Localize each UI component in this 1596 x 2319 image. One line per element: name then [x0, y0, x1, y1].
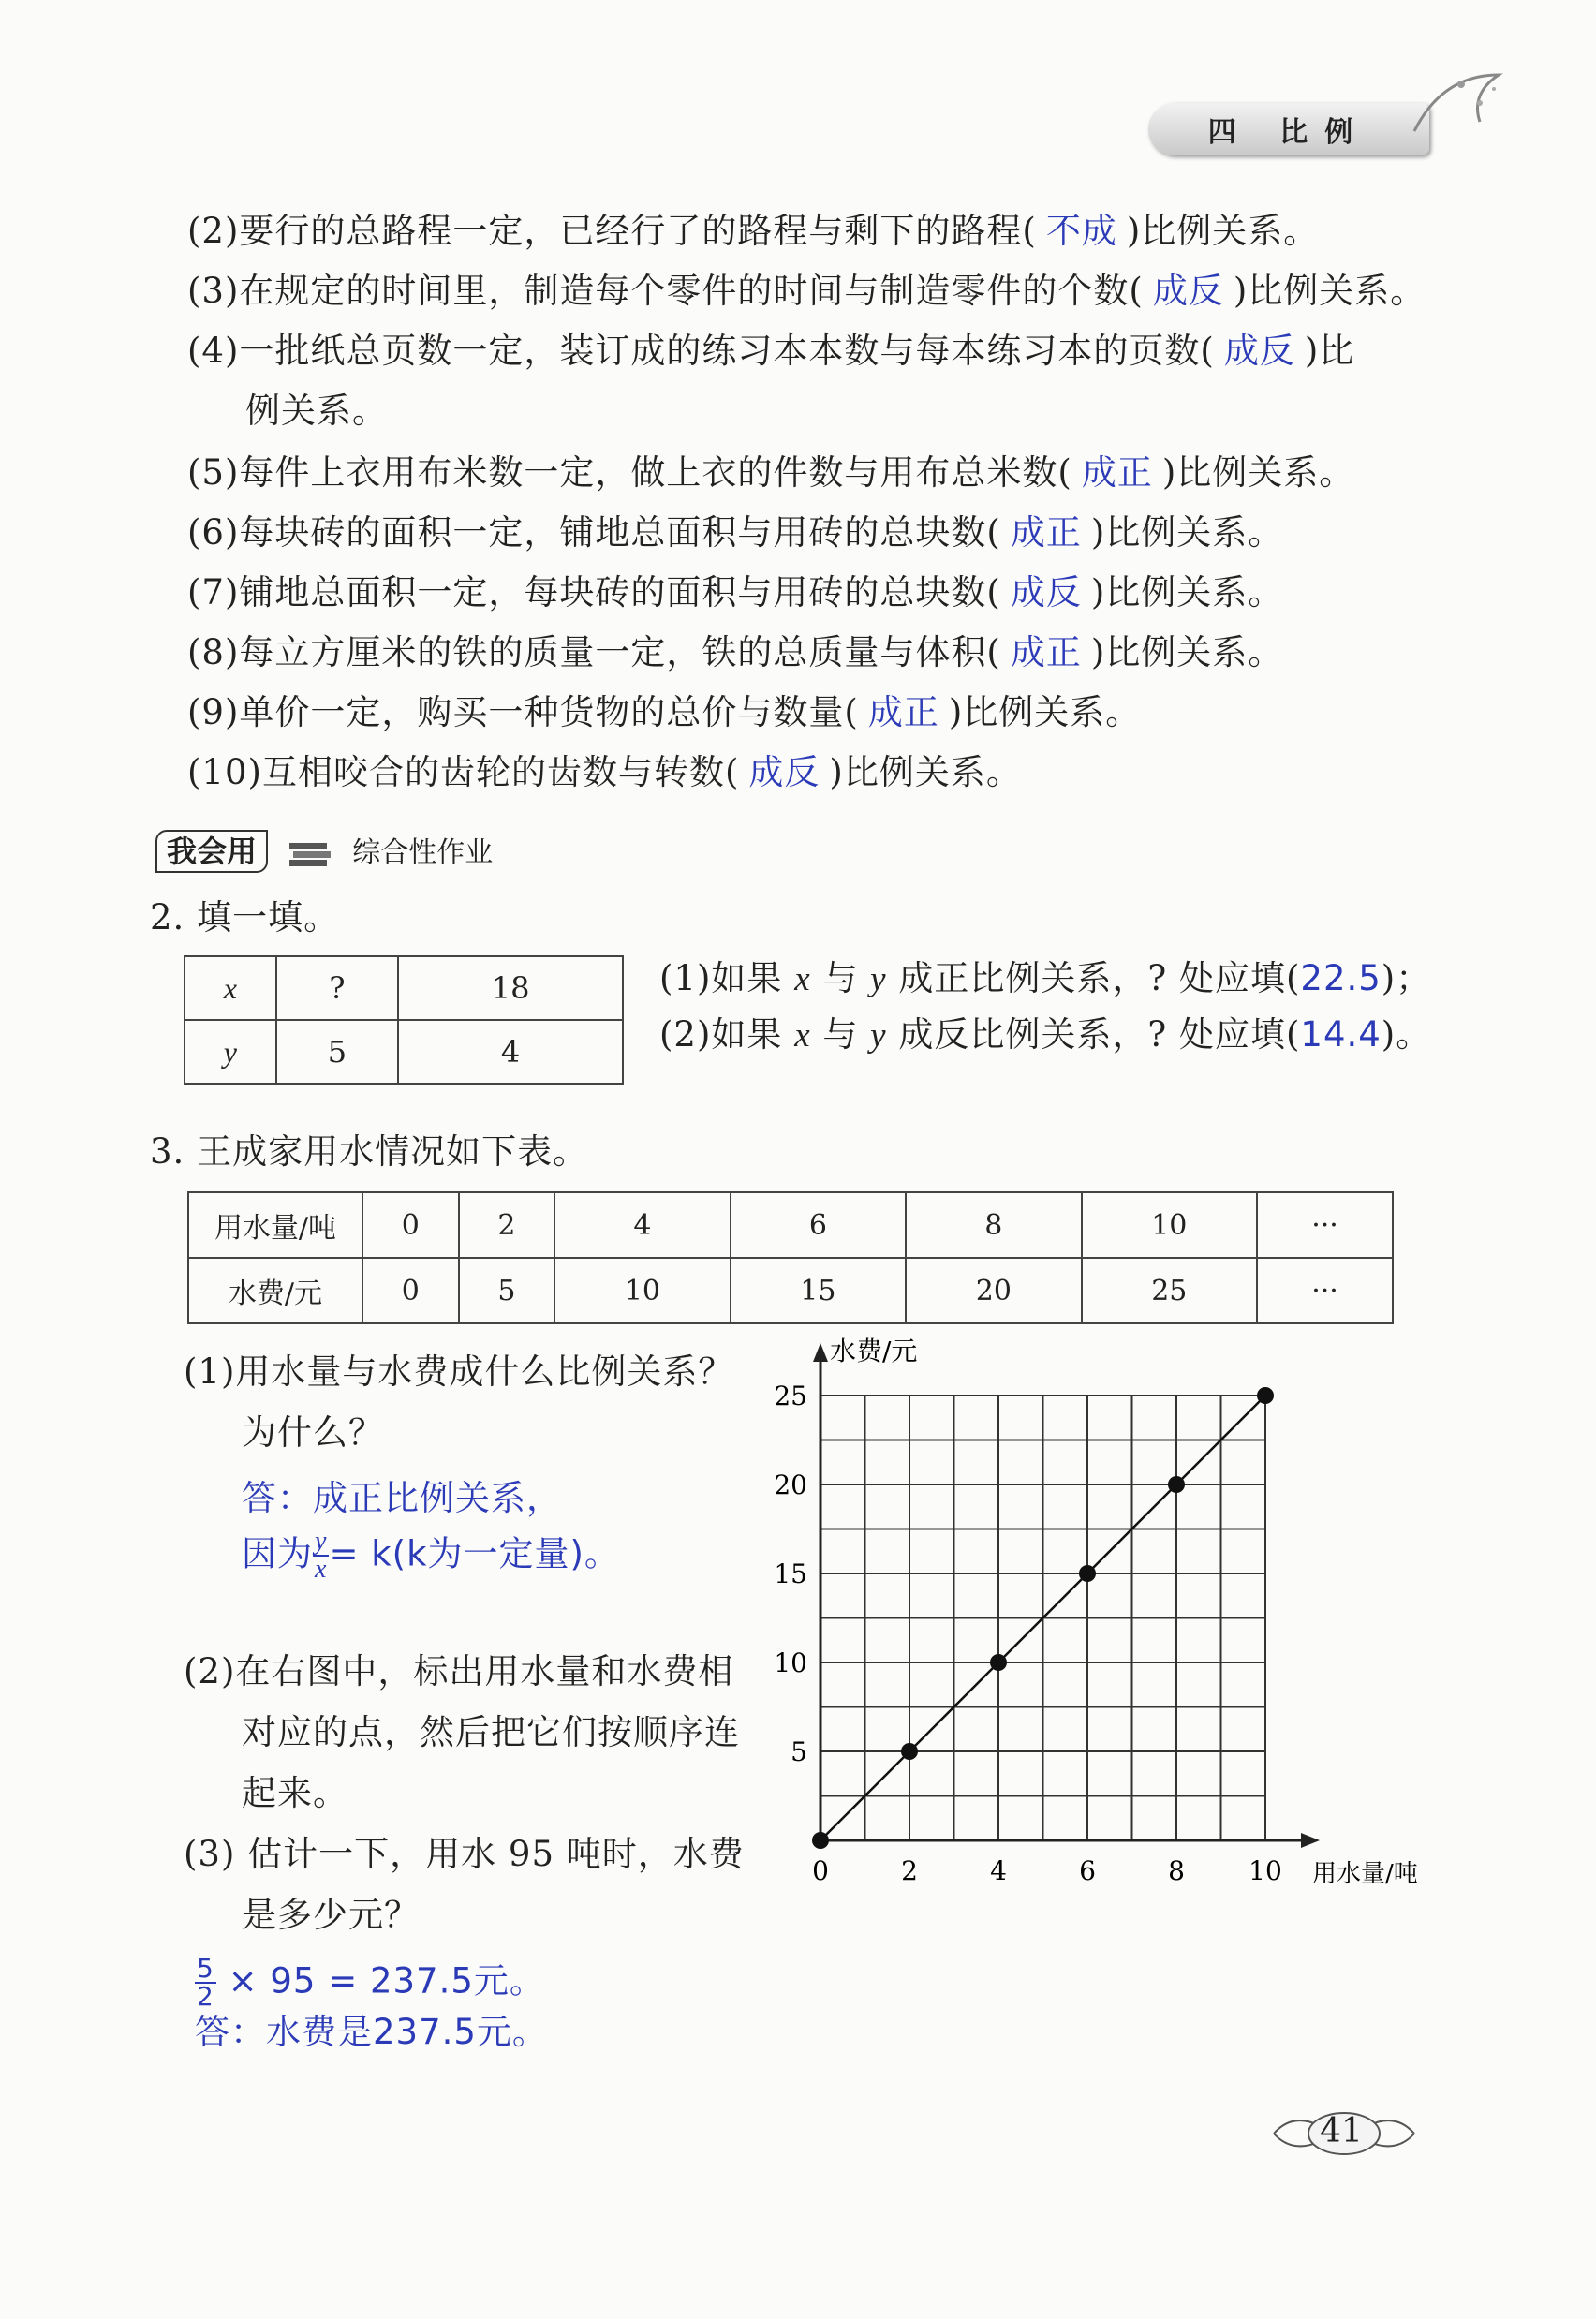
q3-table [187, 1191, 1394, 1324]
y-axis-arrow-icon [813, 1343, 828, 1362]
q2-p1-post: 成正比例关系，? 处应填( [898, 958, 1301, 998]
q1-line-answer: 成反 [1152, 271, 1224, 311]
q1-line-post: )比例关系。 [1090, 572, 1284, 613]
q3-sub2-line2: 对应的点，然后把它们按顺序连 [242, 1712, 740, 1752]
x-tick-label: 6 [1079, 1855, 1096, 1886]
q3-sub3-answer: 答：水费是237.5元。 [195, 2012, 548, 2052]
q1-line [245, 388, 388, 435]
q1-line-post: )比 [1304, 331, 1355, 371]
q1-line-answer: 成正 [1010, 632, 1082, 672]
q1-line-post: )比例关系。 [948, 692, 1142, 732]
q1-line [187, 328, 1354, 375]
x-tick-label: 2 [901, 1855, 918, 1886]
q3-cell: 0 [362, 1258, 459, 1323]
q2-cell: 18 [398, 956, 623, 1020]
q1-line-pre: (9)单价一定，购买一种货物的总价与数量( [187, 692, 859, 732]
q2-p1-x: x [794, 960, 811, 998]
q3-sub1-answer-pre: 因为 [242, 1533, 313, 1574]
q3-sub1-question-line2: 为什么？ [242, 1412, 384, 1453]
y-axis-label: 水费/元 [830, 1336, 918, 1366]
q3-cell: ··· [1257, 1258, 1393, 1323]
q3-sub3-calc [195, 1953, 545, 2012]
q1-line-pre: 例关系。 [245, 391, 388, 431]
q2-cell: y [185, 1020, 276, 1084]
q3-cell: 5 [459, 1258, 555, 1323]
x-axis-arrow-icon [1301, 1833, 1320, 1848]
data-point [990, 1654, 1007, 1671]
q3-row-label: 用水量/吨 [188, 1192, 362, 1258]
q3-sub2-line1: (2)在右图中，标出用水量和水费相 [184, 1651, 734, 1691]
x-tick-label: 0 [812, 1855, 829, 1886]
y-tick-label: 5 [791, 1736, 807, 1767]
q3-cell: 0 [362, 1192, 459, 1258]
q1-line [187, 689, 1141, 736]
x-tick-label: 4 [990, 1855, 1007, 1886]
q1-line-post: )比例关系。 [1090, 512, 1284, 553]
q1-line-answer: 成反 [1223, 331, 1295, 371]
q3-sub1-answer-post: = k(k为一定量)。 [329, 1533, 620, 1574]
fraction-denominator: 2 [197, 1981, 214, 2012]
q3-cell: 25 [1082, 1258, 1257, 1323]
water-fee-chart [749, 1330, 1470, 1911]
q2-p2-x: x [794, 1016, 811, 1055]
q1-line-pre: (4)一批纸总页数一定，装订成的练习本本数与每本练习本的页数( [187, 331, 1215, 371]
q1-line [187, 629, 1283, 676]
q2-p2-post: 成反比例关系，? 处应填( [898, 1014, 1301, 1055]
q2-p1-y: y [870, 960, 887, 998]
q2-p1-end: )； [1381, 958, 1432, 998]
q2-table [184, 955, 624, 1085]
q2-part-1 [659, 955, 1431, 1003]
chapter-header: 四 比例 [1148, 103, 1429, 155]
q1-line-pre: (2)要行的总路程一定，已经行了的路程与剩下的路程( [187, 211, 1037, 251]
q3-cell: 2 [459, 1192, 555, 1258]
q3-sub3-fraction [195, 1953, 216, 2012]
x-tick-label: 10 [1249, 1855, 1282, 1886]
section-title: 综合性作业 [352, 836, 494, 869]
q2-p1-mid: 与 [822, 958, 859, 998]
q3-sub1-fraction [313, 1529, 329, 1583]
x-axis-label: 用水量/吨 [1312, 1860, 1418, 1888]
q1-line [187, 569, 1283, 616]
q1-line-post: )比例关系。 [1090, 632, 1284, 672]
q2-cell: 5 [276, 1020, 399, 1084]
q3-cell: 4 [554, 1192, 730, 1258]
data-point [1079, 1565, 1096, 1582]
q3-sub1-question-line1: (1)用水量与水费成什么比例关系？ [184, 1352, 734, 1392]
q3-cell: 8 [906, 1192, 1081, 1258]
data-point [812, 1832, 829, 1849]
y-tick-label: 15 [774, 1558, 807, 1589]
y-tick-label: 20 [774, 1470, 807, 1500]
q3-cell: 15 [731, 1258, 906, 1323]
q1-line-pre: (7)铺地总面积一定，每块砖的面积与用砖的总块数( [187, 572, 1001, 613]
q1-line-pre: (5)每件上衣用布米数一定，做上衣的件数与用布总米数( [187, 452, 1072, 493]
q1-line-post: )比例关系。 [1126, 211, 1320, 251]
q1-line-answer: 成反 [1010, 572, 1082, 613]
q1-line [187, 268, 1426, 315]
q3-sub1-answer-line1: 答：成正比例关系， [242, 1478, 562, 1518]
q3-sub3-line1: (3) 估计一下，用水 95 吨时，水费 [184, 1834, 745, 1874]
q3-sub3-calc-text: × 95 = 237.5元。 [228, 1960, 545, 2001]
x-tick-label: 8 [1168, 1855, 1185, 1886]
q2-cell: x [185, 956, 276, 1020]
q2-p2-y: y [870, 1016, 887, 1055]
page-number: 41 [1320, 2112, 1363, 2150]
q1-line-pre: (8)每立方厘米的铁的质量一定，铁的总质量与体积( [187, 632, 1001, 672]
question-2-title: 2. 填一填。 [150, 897, 340, 938]
fraction-denominator: x [315, 1555, 328, 1584]
q2-p2-mid: 与 [822, 1014, 859, 1055]
q1-line-answer: 成正 [867, 692, 939, 732]
q3-sub2-line3: 起来。 [242, 1773, 348, 1813]
q2-p2-end: )。 [1381, 1014, 1432, 1055]
q3-sub1-answer-line2 [242, 1529, 620, 1583]
swirl-decoration-icon [1405, 56, 1517, 150]
fraction-numerator: 5 [197, 1953, 214, 1984]
q1-line-pre: (10)互相咬合的齿轮的齿数与转数( [187, 752, 740, 792]
q1-line-post: )比例关系。 [829, 752, 1022, 792]
section-tag [155, 828, 493, 875]
q2-p2-answer: 14.4 [1300, 1014, 1382, 1055]
q2-p1-pre: (1)如果 [659, 958, 783, 998]
q2-p2-pre: (2)如果 [659, 1014, 783, 1055]
y-tick-label: 10 [774, 1647, 807, 1678]
q1-line [187, 510, 1283, 556]
q3-cell: ··· [1257, 1192, 1393, 1258]
q1-line-answer: 成正 [1081, 452, 1153, 493]
data-point [901, 1743, 918, 1760]
q1-line [187, 450, 1354, 496]
q2-cell: ? [276, 956, 399, 1020]
question-3-title: 3. 王成家用水情况如下表。 [150, 1131, 589, 1172]
q1-line [187, 208, 1319, 255]
section-tag-label: 我会用 [155, 830, 268, 873]
q3-cell: 6 [731, 1192, 906, 1258]
fraction-numerator: y [315, 1527, 328, 1556]
q3-cell: 20 [906, 1258, 1081, 1323]
y-tick-label: 25 [774, 1381, 807, 1411]
q1-line-answer: 成正 [1010, 512, 1082, 553]
q3-sub3-line2: 是多少元？ [242, 1895, 420, 1935]
books-icon [288, 839, 332, 867]
q2-p1-answer: 22.5 [1300, 958, 1382, 998]
q1-line-post: )比例关系。 [1233, 271, 1426, 311]
data-point [1257, 1387, 1274, 1404]
q1-line-post: )比例关系。 [1161, 452, 1355, 493]
q3-cell: 10 [554, 1258, 730, 1323]
q3-row-label: 水费/元 [188, 1258, 362, 1323]
q2-part-2 [659, 1012, 1431, 1059]
data-point [1168, 1476, 1185, 1493]
q3-cell: 10 [1082, 1192, 1257, 1258]
q1-line-pre: (6)每块砖的面积一定，铺地总面积与用砖的总块数( [187, 512, 1001, 553]
q1-line-answer: 不成 [1045, 211, 1117, 251]
q1-line [187, 749, 1022, 796]
q1-line-answer: 成反 [748, 752, 820, 792]
q2-cell: 4 [398, 1020, 623, 1084]
q1-line-pre: (3)在规定的时间里，制造每个零件的时间与制造零件的个数( [187, 271, 1144, 311]
